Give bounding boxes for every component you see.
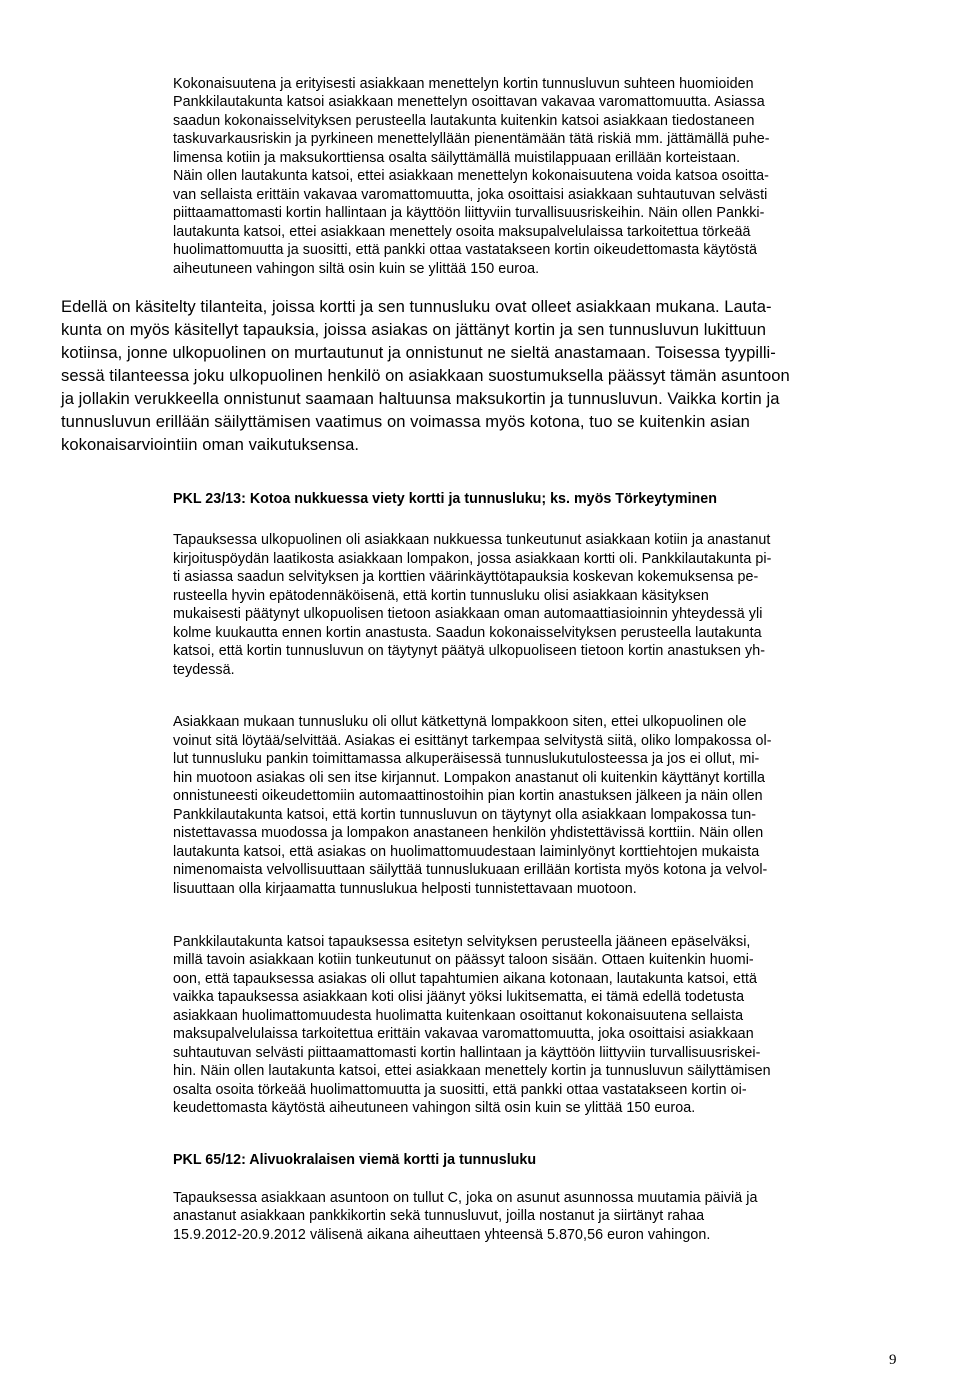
text-line: Tapauksessa asiakkaan asuntoon on tullut C, joka on asunut asunnossa muutamia päiviä ja (173, 1190, 758, 1206)
text-line: kirjoituspöydän laatikosta asiakkaan lompakon, jossa asiakkaan kortti oli. Pankkilautakunta pi- (173, 551, 772, 567)
text-line: lautakunta katsoi, että asiakas on huolimattomuudestaan laiminlyönyt korttiehtojen mukaista (173, 844, 760, 860)
text-line: limensa kotiin ja maksukorttiensa osalta säilyttämällä muistilappuaan erillään korteistaan. (173, 150, 741, 166)
text-line: teydessä. (173, 662, 235, 678)
text-line: van sellaista erittäin vakavaa varomattomuutta, joka osoittaisi asiakkaan suhtautuvan selvästi (173, 187, 768, 203)
text-line: Näin ollen lautakunta katsoi, ettei asiakkaan menettelyn kokonaisuutena voida katsoa osoitta- (173, 168, 769, 184)
text-line: kotiinsa, jonne ulkopuolinen on murtautunut ja onnistunut ne sieltä anastamaan. Toisessa tyypilli- (61, 343, 776, 362)
text-line: Edellä on käsitelty tilanteita, joissa kortti ja sen tunnusluku ovat olleet asiakkaan mukana. Lauta- (61, 297, 772, 316)
text-line: ti asiassa saadun selvityksen ja korttien väärinkäyttötapauksia koskevan kokemuksensa pe- (173, 569, 759, 585)
text-line: suhtautuvan selvästi piittaamattomasti kortin hallintaan ja käyttöön liittyviin turvallisuusriskei- (173, 1045, 761, 1061)
text-line: Asiakkaan mukaan tunnusluku oli ollut kätkettynä lompakkoon siten, ettei ulkopuolinen ole (173, 714, 747, 730)
text-line: rusteella hyvin epätodennäköisenä, että kortin tunnusluku olisi asiakkaan käsityksen (173, 588, 709, 604)
text-line: kunta on myös käsitellyt tapauksia, joissa asiakas on jättänyt kortin ja sen tunnusluvun lukittuun (61, 320, 766, 339)
text-line: maksupalvelulaissa tarkoitettua erittäin vakavaa varomattomuutta, joka osoittaisi asiakkaan (173, 1026, 754, 1042)
text-line: aiheutuneen vahingon siltä osin kuin se ylittää 150 euroa. (173, 261, 540, 277)
text-line: mukaisesti päätynyt ulkopuolisen tietoon asiakkaan oman automaattiasioinnin yhteydessä yli (173, 606, 763, 622)
page-number: 9 (889, 1352, 897, 1368)
text-line: Tapauksessa ulkopuolinen oli asiakkaan nukkuessa tunkeutunut asiakkaan kotiin ja anastanut (173, 532, 771, 548)
text-line: ja jollakin verukkeella onnistunut saamaan haltuunsa maksukortin ja tunnusluvun. Vaikka kortin ja (61, 389, 780, 408)
text-line: Pankkilautakunta katsoi, että kortin tunnusluvun on täytynyt olla asiakkaan lompakossa tun- (173, 807, 757, 823)
text-line: 15.9.2012-20.9.2012 välisenä aikana aiheuttaen yhteensä 5.870,56 euron vahingon. (173, 1227, 711, 1243)
text-line: lisuuttaan olla kirjaamatta tunnuslukua helposti tunnistettavaan muotoon. (173, 881, 637, 897)
text-line: lautakunta katsoi, ettei asiakkaan menettely osoita maksupalvelulaissa tarkoitettua törkeää (173, 224, 751, 240)
text-line: asiakkaan huolimattomuudesta huolimatta kuitenkaan osoittanut kokonaisuutena sellaista (173, 1008, 744, 1024)
text-line: keudettomasta käytöstä aiheutuneen vahingon siltä osin kuin se ylittää 150 euroa. (173, 1100, 696, 1116)
text-line: sessä tilanteessa joku ulkopuolinen henkilö on asiakkaan suostumuksella päässyt tämän asuntoon (61, 366, 790, 385)
text-line: vaikka tapauksessa asiakkaan koti olisi jäänyt yöksi lukitsematta, ei tämä edellä todetusta (173, 989, 745, 1005)
text-line: saadun kokonaisselvityksen perusteella lautakunta kuitenkin katsoi asiakkaan tiedostaneen (173, 113, 755, 129)
text-line: hin muotoon asiakas oli sen itse kirjannut. Lompakon anastanut oli kuitenkin käyttänyt kortilla (173, 770, 766, 786)
text-line: kolme kuukautta ennen kortin anastusta. Saadun kokonaisselvityksen perusteella lautakunta (173, 625, 762, 641)
text-line: lut tunnusluku pankin toimittamassa alkuperäisessä tunnuslukutulosteessa ja jos ei ollut, mi- (173, 751, 760, 767)
text-line: huolimattomuutta ja suositti, että pankki ottaa vastatakseen kortin oikeudettomasta käytöstä (173, 242, 757, 258)
text-line: millä tavoin asiakkaan kotiin tunkeutunut on päässyt taloon sisään. Ottaen kuitenkin huomi- (173, 952, 754, 968)
text-line: Pankkilautakunta katsoi asiakkaan menettelyn osoittavan vakavaa varomattomuutta. Asiassa (173, 94, 765, 110)
text-line: nimenomaista velvollisuuttaan säilyttää tunnuslukuaan erillään kortista myös kotona ja velvol- (173, 862, 768, 878)
text-line: osalta osoita törkeää huolimattomuutta ja suositti, että pankki ottaa vastatakseen kortin oi- (173, 1082, 747, 1098)
case-heading-pkl-23-13: PKL 23/13: Kotoa nukkuessa viety kortti ja tunnusluku; ks. myös Törkeytyminen (173, 491, 717, 507)
text-line: piittaamattomasti kortin hallintaan ja käyttöön liittyviin turvallisuusriskeihin. Näin ollen Pankki- (173, 205, 765, 221)
text-line: kokonaisarviointiin oman vaikutuksensa. (61, 435, 360, 454)
text-line: Pankkilautakunta katsoi tapauksessa esitetyn selvityksen perusteella jääneen epäselväksi, (173, 934, 751, 950)
text-line: oon, että tapauksessa asiakas oli ollut tapahtumien aikana kotonaan, lautakunta katsoi, että (173, 971, 758, 987)
text-line: anastanut asiakkaan pankkikortin sekä tunnusluvut, joilla nostanut ja siirtänyt rahaa (173, 1208, 705, 1224)
text-line: taskuvarkausriskin ja pyrkineen menettelyllään pienentämään tätä riskiä mm. jättämällä puhe- (173, 131, 770, 147)
text-line: tunnusluvun erillään säilyttämisen vaatimus on voimassa myös kotona, tuo se kuitenkin asian (61, 412, 750, 431)
case-heading-pkl-65-12: PKL 65/12: Alivuokralaisen viemä kortti ja tunnusluku (173, 1152, 537, 1168)
text-line: nistettavassa muodossa ja lompakon anastaneen henkilön yhdistettävissä korttiin. Näin ollen (173, 825, 764, 841)
text-line: katsoi, että kortin tunnusluvun on täytynyt päätyä ulkopuoliseen tietoon kortin anastuksen yh- (173, 643, 766, 659)
text-line: Kokonaisuutena ja erityisesti asiakkaan menettelyn kortin tunnusluvun suhteen huomioiden (173, 76, 754, 92)
text-line: voinut sitä löytää/selvittää. Asiakas ei esittänyt tarkempaa selvitystä siitä, oliko lompakossa ol- (173, 733, 772, 749)
text-line: hin. Näin ollen lautakunta katsoi, ettei asiakkaan menettely kortin ja tunnusluvun säilyttämisen (173, 1063, 771, 1079)
text-line: onnistuneesti oikeudettomiin automaattinostoihin pian kortin anastuksen jälkeen ja näin ollen (173, 788, 763, 804)
